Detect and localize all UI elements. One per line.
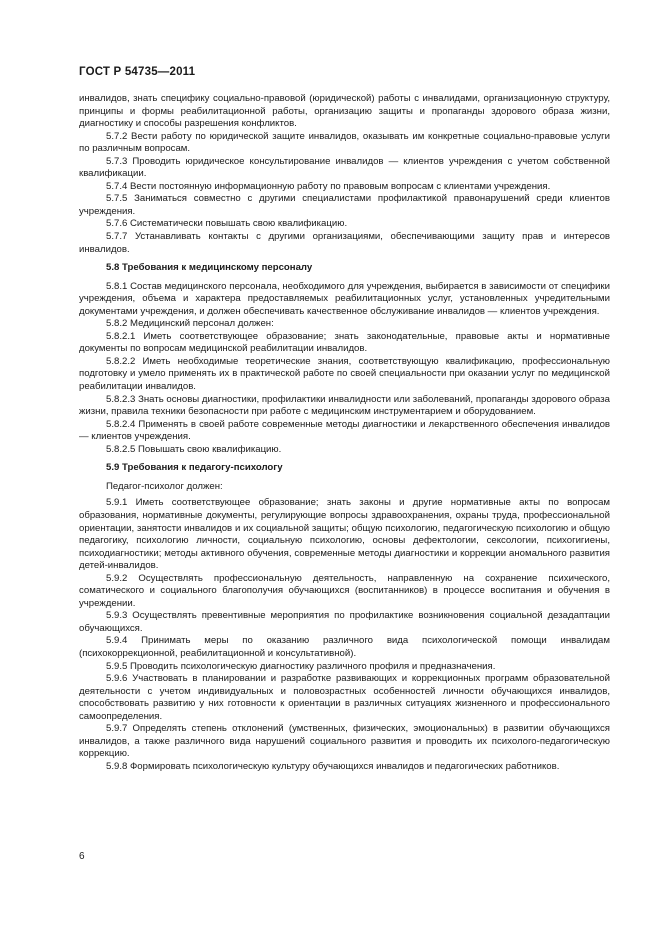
clause-5-7-5: 5.7.5 Заниматься совместно с другими специалистами профилактикой правонарушений среди клиентов учреждения. bbox=[79, 193, 610, 217]
clause-5-9-6: 5.9.6 Участвовать в планировании и разработке развивающих и коррекционных программ образовательной деятельности с учетом индивидуальных и половозрастных особенностей личности обучающихся инвалидов, способствовать развитию у них готовности к ориентации в различных ситуациях жизненного и профессионального самоопределения. bbox=[79, 673, 610, 722]
clause-5-9-3: 5.9.3 Осуществлять превентивные мероприятия по профилактике возникновения социальной дезадаптации обучающихся. bbox=[79, 610, 610, 634]
section-lead-text: Педагог-психолог должен: bbox=[106, 480, 223, 492]
section-heading-5-8: 5.8 Требования к медицинскому персоналу bbox=[106, 262, 313, 274]
clause-5-7-6: 5.7.6 Систематически повышать свою квалификацию. bbox=[106, 218, 348, 230]
clause-5-9-4: 5.9.4 Принимать меры по оказанию различного вида психологической помощи инвалидам (психокоррекционной, реабилитационной и консультативной). bbox=[79, 635, 610, 659]
document-header: ГОСТ Р 54735—2011 bbox=[79, 66, 196, 78]
clause-5-7-7: 5.7.7 Устанавливать контакты с другими организациями, обеспечивающими защиту прав и интересов инвалидов. bbox=[79, 231, 610, 255]
clause-5-7-4: 5.7.4 Вести постоянную информационную работу по правовым вопросам с клиентами учреждения. bbox=[106, 180, 551, 192]
clause-5-8-2-3: 5.8.2.3 Знать основы диагностики, профилактики инвалидности или заболеваний, пропаганды здорового образа жизни, правила техники безопасности при работе с медицинским инструментарием и оборудованием. bbox=[79, 393, 610, 418]
page-number: 6 bbox=[79, 851, 85, 862]
document-body bbox=[79, 93, 610, 773]
clause-5-7-2: 5.7.2 Вести работу по юридической защите инвалидов, оказывать им конкретные социально-правовые услуги по различным вопросам. bbox=[79, 130, 610, 155]
clause-5-8-2-1: 5.8.2.1 Иметь соответствующее образование; знать законодательные, правовые акты и нормативные документы по вопросам медицинской реабилитации инвалидов. bbox=[79, 330, 610, 355]
clause-5-9-7: 5.9.7 Определять степень отклонений (умственных, физических, эмоциональных) в развитии обучающихся инвалидов, а также различного вида нарушений социального развития и проводить их психолого-педагогическую коррекцию. bbox=[79, 723, 610, 760]
paragraph-continuation: инвалидов, знать специфику социально-правовой (юридической) работы с инвалидами, организационную структуру, принципы и формы реабилитационной работы, организацию защиты и пропаганды здорового образа жизни, диагностику и способы разрешения конфликтов. bbox=[79, 93, 610, 130]
clause-5-8-2-2: 5.8.2.2 Иметь необходимые теоретические знания, соответствующую квалификацию, профессиональную подготовку и умело применять их в практической работе по своей специальности при оказании услуг по медицинской реабилитации инвалидов. bbox=[79, 355, 610, 393]
clause-5-8-2-5: 5.8.2.5 Повышать свою квалификацию. bbox=[106, 443, 282, 455]
clause-5-9-5: 5.9.5 Проводить психологическую диагностику различного профиля и предназначения. bbox=[106, 660, 496, 672]
clause-5-8-1: 5.8.1 Состав медицинского персонала, необходимого для учреждения, выбирается в зависимости от специфики учреждения, объема и характера предоставляемых реабилитационных услуг, установленных учредительными документами учреждения, и должен обеспечивать качественное обслуживание инвалидов — клиентов учреждения. bbox=[79, 280, 610, 317]
clause-5-8-2: 5.8.2 Медицинский персонал должен: bbox=[106, 318, 274, 330]
section-heading-5-9: 5.9 Требования к педагогу-психологу bbox=[106, 462, 283, 474]
clause-5-9-1: 5.9.1 Иметь соответствующее образование; знать законы и другие нормативные акты по вопросам образования, нормативные документы, регулирующие вопросы здравоохранения, охраны труда, профессиональной ориентации, занятости инвалидов и их социальной защиты; общую психологию, педагогическую психологию и общую педагогику, психологию личности, социальную психологию, основы дефектологии, сексологии, психогигиены, психодиагностики; методы активного обучения, современные методы диагностики и коррекции аномального развития детей-инвалидов. bbox=[79, 497, 610, 572]
clause-5-7-3: 5.7.3 Проводить юридическое консультирование инвалидов — клиентов учреждения с учетом собственной квалификации. bbox=[79, 155, 610, 180]
clause-5-8-2-4: 5.8.2.4 Применять в своей работе современные методы диагностики и лекарственного обеспечения инвалидов — клиентов учреждения. bbox=[79, 418, 610, 443]
clause-5-9-8: 5.9.8 Формировать психологическую культуру обучающихся инвалидов и педагогических работников. bbox=[106, 760, 560, 772]
clause-5-9-2: 5.9.2 Осуществлять профессиональную деятельность, направленную на сохранение психического, соматического и социального благополучия обучающихся (воспитанников) в процессе воспитания и обучения в учреждении. bbox=[79, 572, 610, 609]
